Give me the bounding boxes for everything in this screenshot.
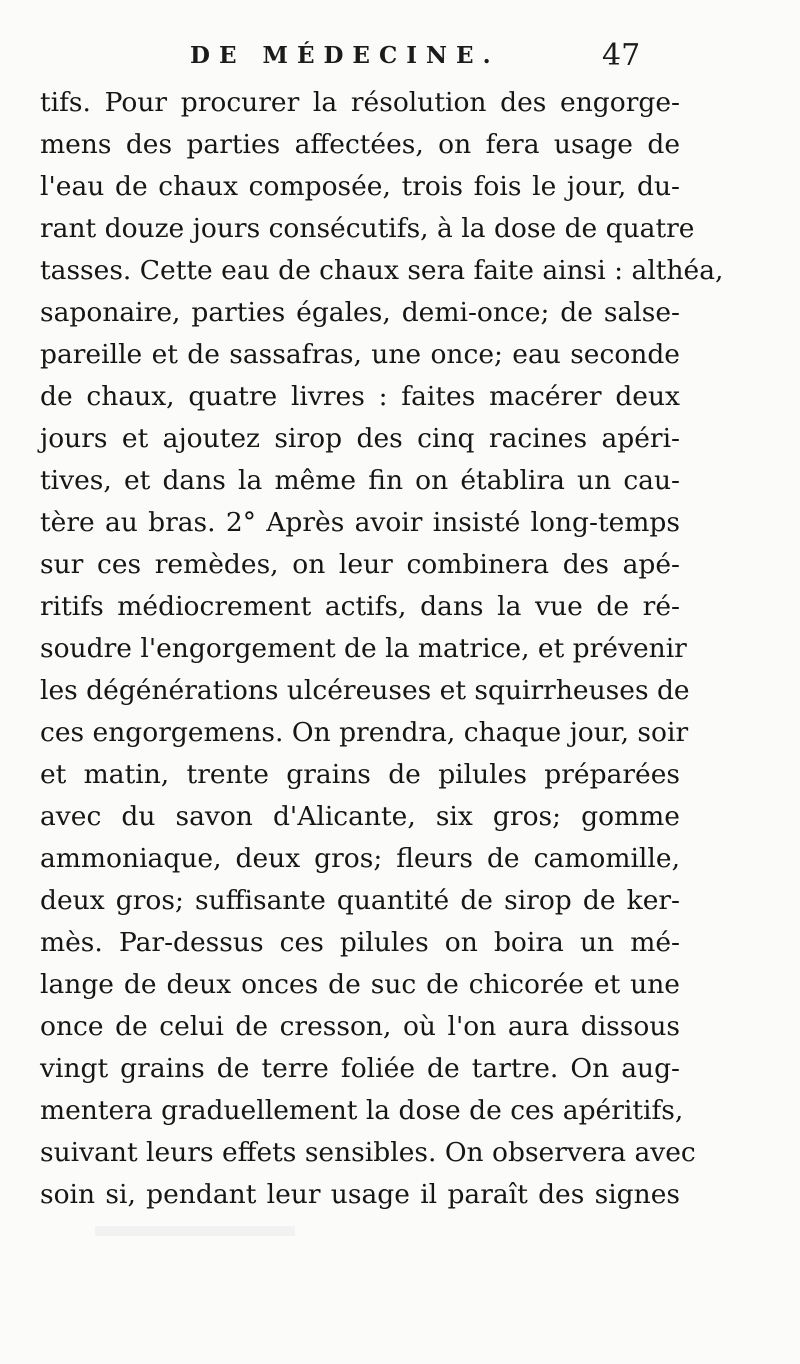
text-line: l'eau de chaux composée, trois fois le jour, du- bbox=[40, 171, 680, 202]
text-line: jours et ajoutez sirop des cinq racines apéri- bbox=[40, 423, 680, 454]
text-line: tasses. Cette eau de chaux sera faite ainsi : althéa, bbox=[40, 255, 724, 286]
text-line: et matin, trente grains de pilules préparées bbox=[40, 759, 680, 790]
body-text bbox=[40, 82, 724, 1216]
text-line: soin si, pendant leur usage il paraît des signes bbox=[40, 1179, 680, 1210]
text-line: ammoniaque, deux gros; fleurs de camomille, bbox=[40, 843, 680, 874]
text-line: rant douze jours consécutifs, à la dose de quatre bbox=[40, 213, 695, 244]
text-line: mès. Par-dessus ces pilules on boira un mé- bbox=[40, 927, 680, 958]
text-line: mentera graduellement la dose de ces apéritifs, bbox=[40, 1095, 684, 1126]
text-line: tifs. Pour procurer la résolution des engorge- bbox=[40, 87, 680, 118]
text-line: ces engorgemens. On prendra, chaque jour, soir bbox=[40, 717, 689, 748]
text-line: suivant leurs effets sensibles. On observera avec bbox=[40, 1137, 696, 1168]
text-line: tives, et dans la même fin on établira un cau- bbox=[40, 465, 680, 496]
text-line: avec du savon d'Alicante, six gros; gomme bbox=[40, 801, 680, 832]
running-head: DE MÉDECINE. bbox=[190, 42, 500, 69]
text-line: pareille et de sassafras, une once; eau seconde bbox=[40, 339, 680, 370]
text-line: vingt grains de terre foliée de tartre. On aug- bbox=[40, 1053, 680, 1084]
page-number: 47 bbox=[602, 38, 641, 73]
text-line: saponaire, parties égales, demi-once; de salse- bbox=[40, 297, 680, 328]
text-line: tère au bras. 2° Après avoir insisté long-temps bbox=[40, 507, 680, 538]
text-line: sur ces remèdes, on leur combinera des apé- bbox=[40, 549, 680, 580]
page-header bbox=[40, 38, 760, 78]
show-through-smudge bbox=[95, 1226, 295, 1236]
text-line: soudre l'engorgement de la matrice, et prévenir bbox=[40, 633, 687, 664]
text-line: de chaux, quatre livres : faites macérer deux bbox=[40, 381, 680, 412]
text-line: lange de deux onces de suc de chicorée et une bbox=[40, 969, 680, 1000]
text-line: les dégénérations ulcéreuses et squirrheuses de bbox=[40, 675, 690, 706]
text-line: ritifs médiocrement actifs, dans la vue de ré- bbox=[40, 591, 680, 622]
text-line: mens des parties affectées, on fera usage de bbox=[40, 129, 680, 160]
text-line: once de celui de cresson, où l'on aura dissous bbox=[40, 1011, 680, 1042]
text-line: deux gros; suffisante quantité de sirop de ker- bbox=[40, 885, 680, 916]
